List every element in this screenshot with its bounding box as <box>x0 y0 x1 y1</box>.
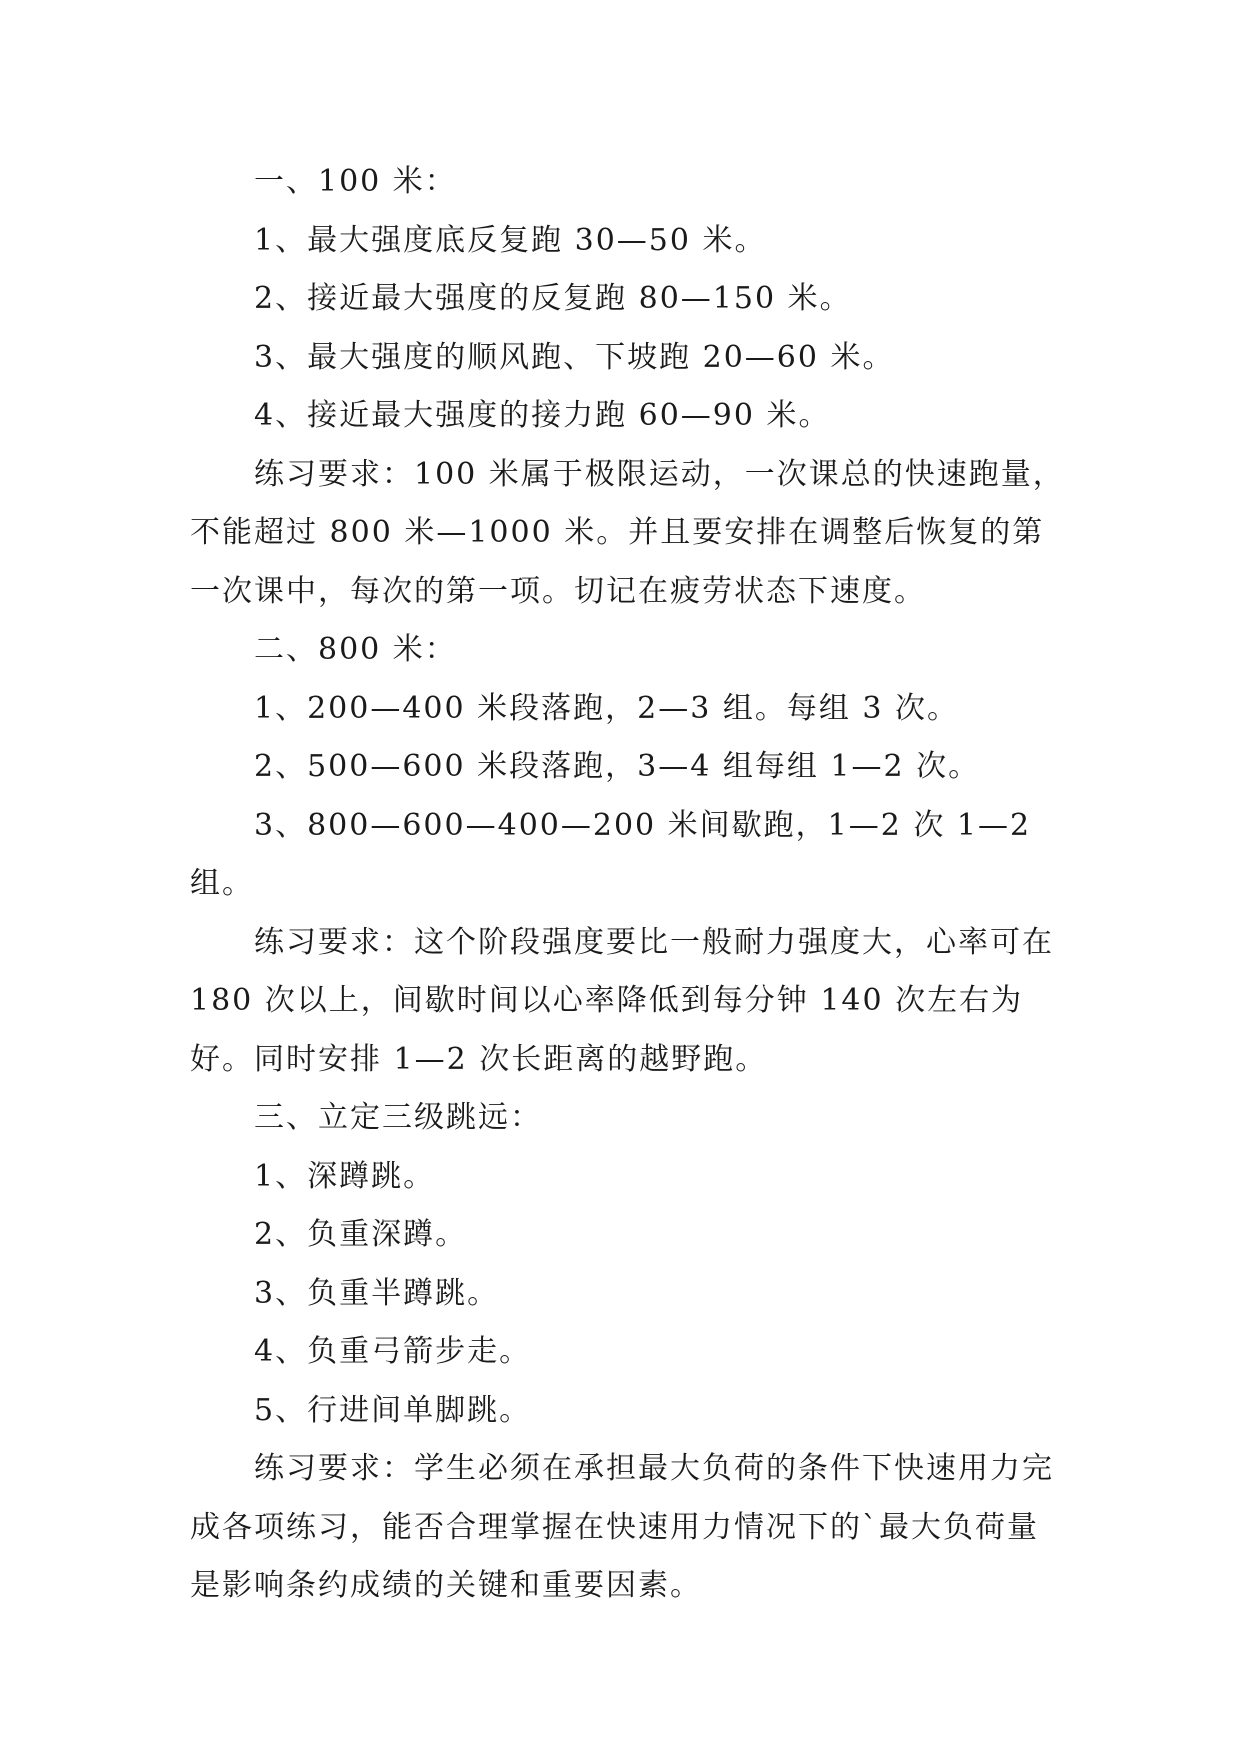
requirement-paragraph: 练习要求：这个阶段强度要比一般耐力强度大，心率可在 180 次以上，间歇时间以心率降低到每分钟 140 次左右为好。同时安排 1—2 次长距离的越野跑。 <box>190 924 1054 1077</box>
list-item: 5、行进间单脚跳。 <box>254 1392 532 1428</box>
list-item: 3、800—600—400—200 米间歇跑，1—2 次 1—2 组。 <box>190 807 1032 901</box>
list-item: 2、负重深蹲。 <box>254 1217 468 1252</box>
list-item: 1、深蹲跳。 <box>254 1158 436 1194</box>
document-body <box>190 153 1070 1616</box>
list-item: 1、最大强度底反复跑 30—50 米。 <box>254 222 767 258</box>
list-item: 4、负重弓箭步走。 <box>254 1334 532 1369</box>
requirement-paragraph: 练习要求：100 米属于极限运动，一次课总的快速跑量，不能超过 800 米—1000 米。并且要安排在调整后恢复的第一次课中，每次的第一项。切记在疲劳状态下速度。 <box>190 456 1065 609</box>
section-heading-800m: 二、800 米： <box>254 632 457 667</box>
list-item: 3、负重半蹲跳。 <box>254 1275 500 1311</box>
list-item: 4、接近最大强度的接力跑 60—90 米。 <box>254 398 831 433</box>
list-item: 2、500—600 米段落跑，3—4 组每组 1—2 次。 <box>254 749 981 784</box>
list-item: 3、最大强度的顺风跑、下坡跑 20—60 米。 <box>254 339 895 375</box>
section-heading-triple-jump: 三、立定三级跳远： <box>254 1100 542 1135</box>
list-item: 2、接近最大强度的反复跑 80—150 米。 <box>254 281 852 316</box>
list-item: 1、200—400 米段落跑，2—3 组。每组 3 次。 <box>254 690 960 726</box>
section-heading-100m: 一、100 米： <box>254 164 457 199</box>
requirement-paragraph: 练习要求：学生必须在承担最大负荷的条件下快速用力完成各项练习，能否合理掌握在快速用力情况下的`最大负荷量是影响条约成绩的关键和重要因素。 <box>190 1451 1054 1603</box>
